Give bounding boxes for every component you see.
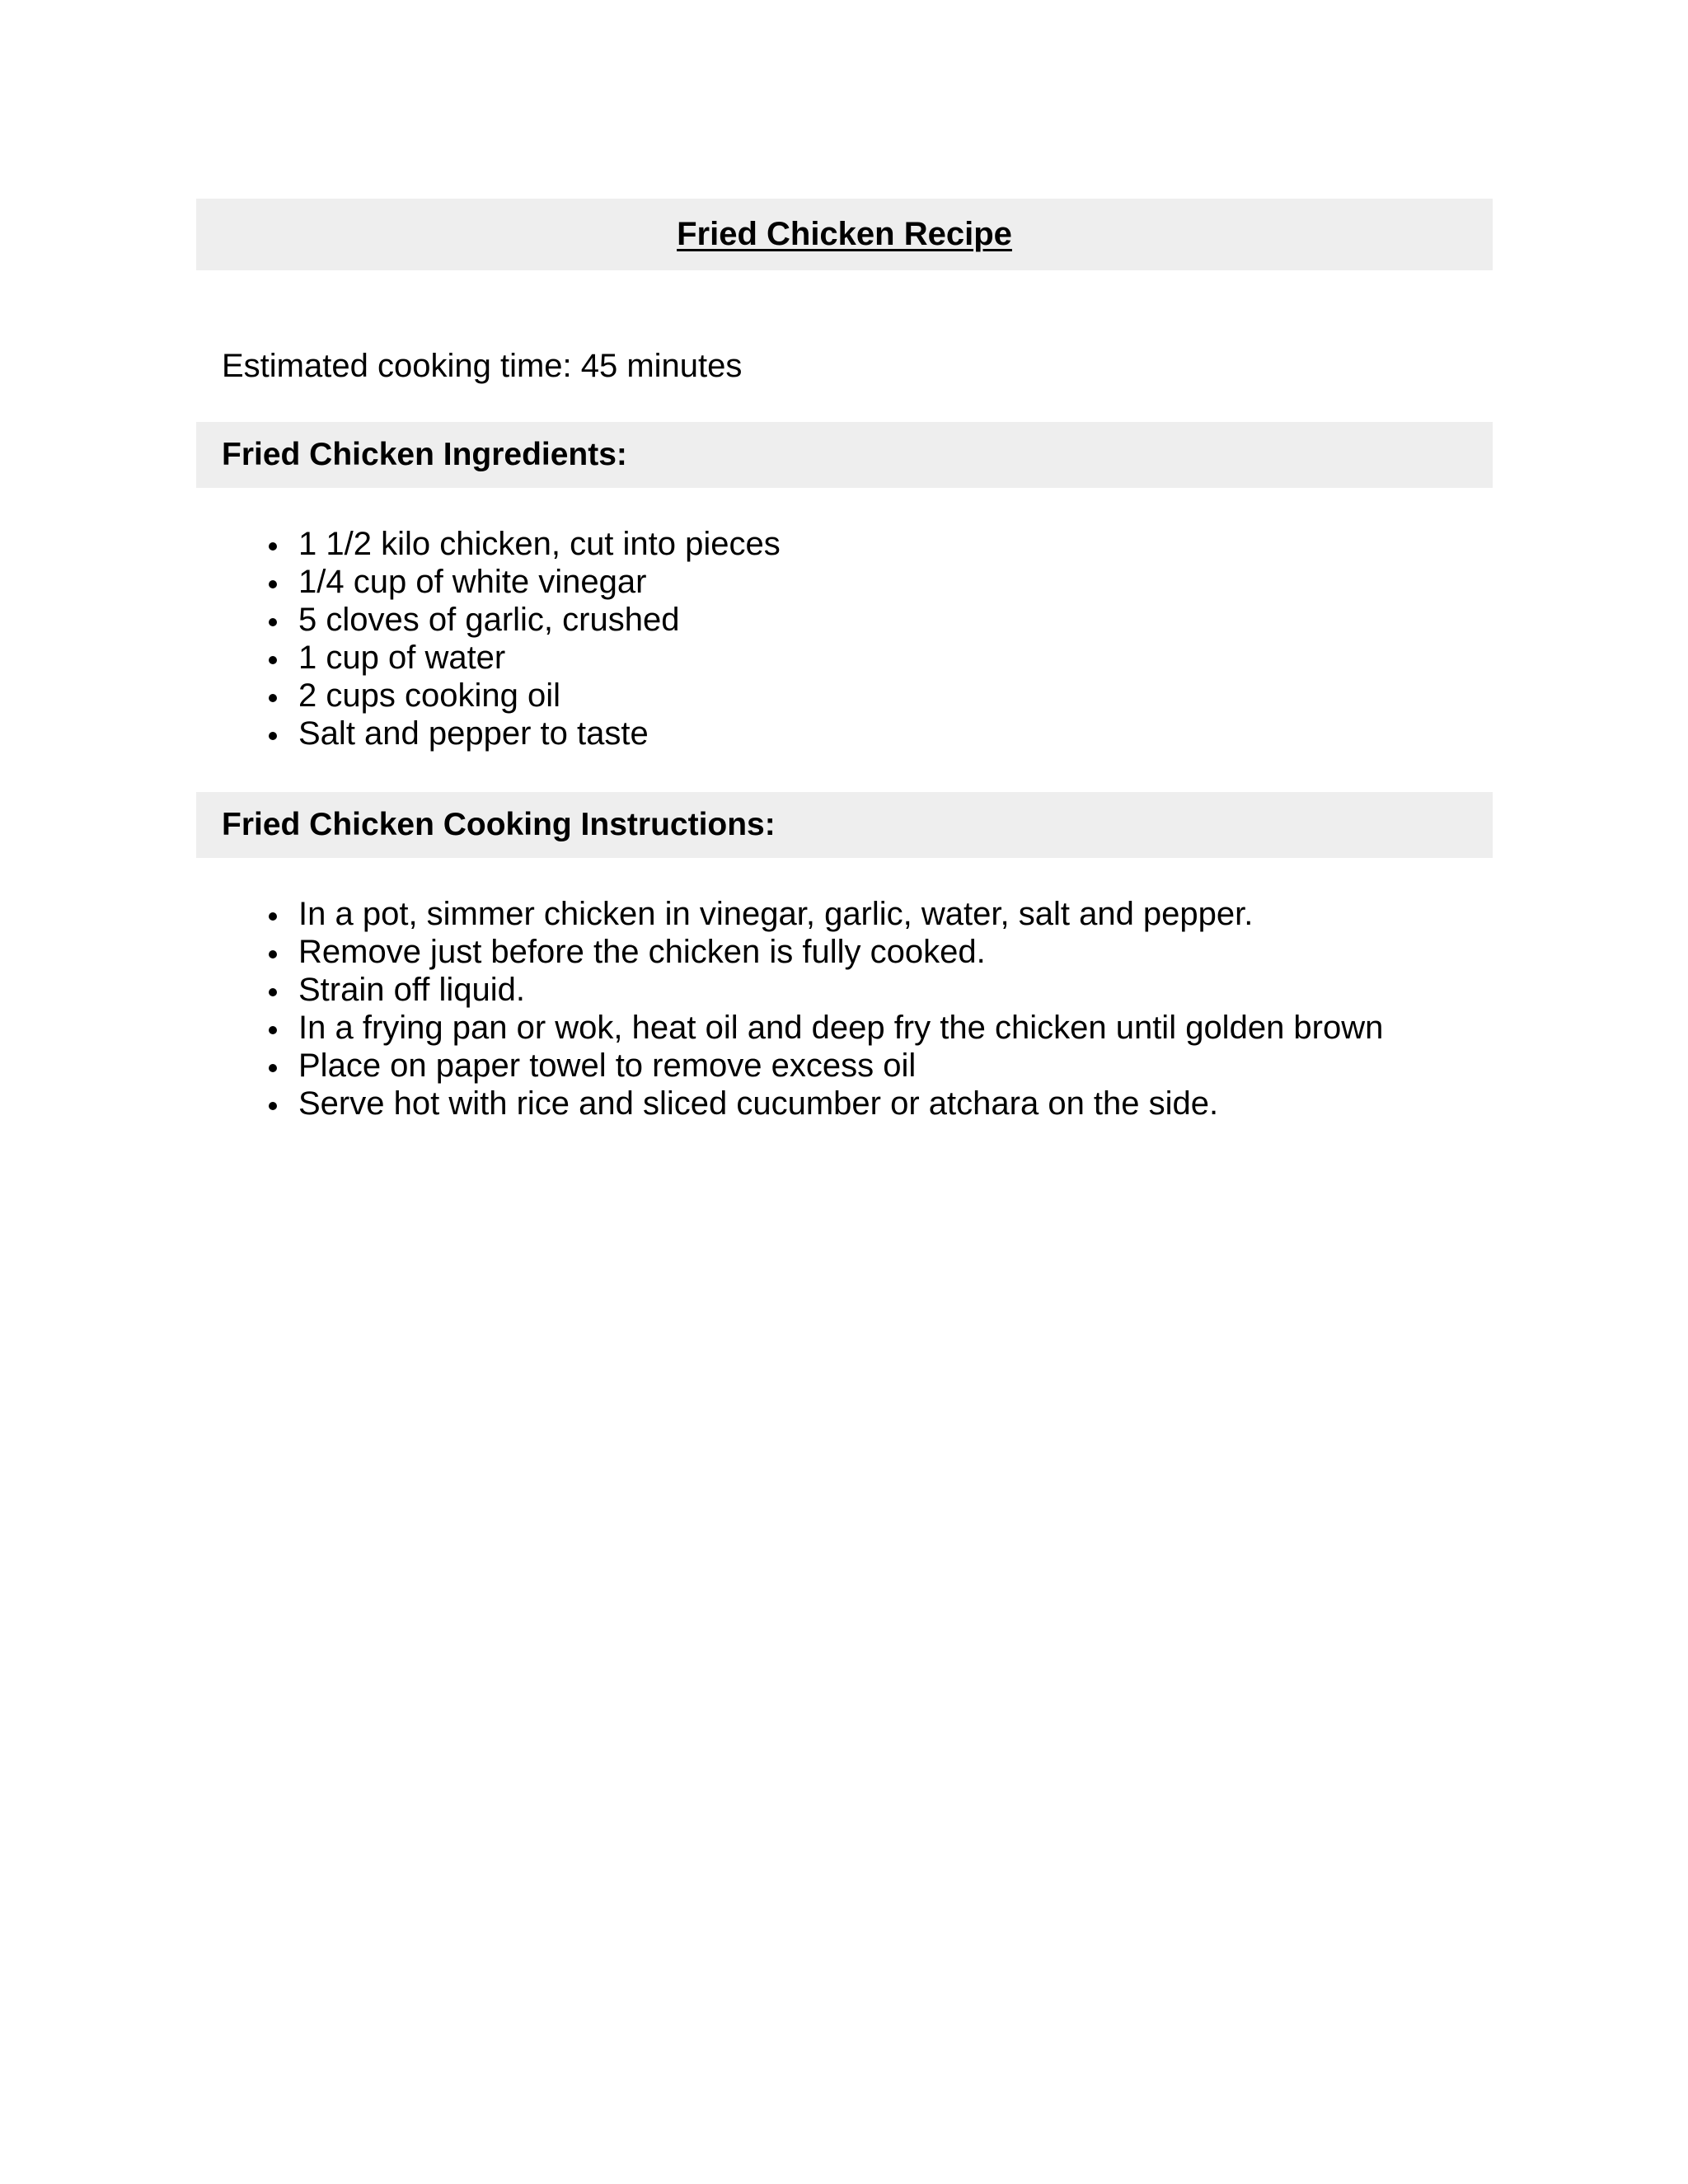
ingredient-item: 1 cup of water bbox=[264, 639, 781, 677]
title-band bbox=[196, 199, 1493, 270]
instructions-heading: Fried Chicken Cooking Instructions: bbox=[222, 807, 776, 842]
instruction-item: Serve hot with rice and sliced cucumber or atchara on the side. bbox=[264, 1085, 1383, 1122]
ingredient-item: 1/4 cup of white vinegar bbox=[264, 563, 781, 601]
ingredient-item: 2 cups cooking oil bbox=[264, 677, 781, 715]
instruction-item: Strain off liquid. bbox=[264, 971, 1383, 1009]
ingredient-item: 1 1/2 kilo chicken, cut into pieces bbox=[264, 525, 781, 563]
ingredients-heading-band bbox=[196, 422, 1493, 488]
ingredients-list bbox=[264, 525, 781, 752]
instruction-item: Remove just before the chicken is fully cooked. bbox=[264, 933, 1383, 971]
instructions-list bbox=[264, 895, 1383, 1122]
ingredients-heading: Fried Chicken Ingredients: bbox=[222, 437, 627, 472]
ingredient-item: 5 cloves of garlic, crushed bbox=[264, 601, 781, 639]
page-title: Fried Chicken Recipe bbox=[677, 216, 1012, 252]
instructions-heading-band bbox=[196, 792, 1493, 858]
ingredient-item: Salt and pepper to taste bbox=[264, 715, 781, 752]
cooking-time: Estimated cooking time: 45 minutes bbox=[222, 348, 743, 384]
instruction-item: Place on paper towel to remove excess oil bbox=[264, 1047, 1383, 1085]
instruction-item: In a frying pan or wok, heat oil and deep fry the chicken until golden brown bbox=[264, 1009, 1383, 1047]
instruction-item: In a pot, simmer chicken in vinegar, garlic, water, salt and pepper. bbox=[264, 895, 1383, 933]
